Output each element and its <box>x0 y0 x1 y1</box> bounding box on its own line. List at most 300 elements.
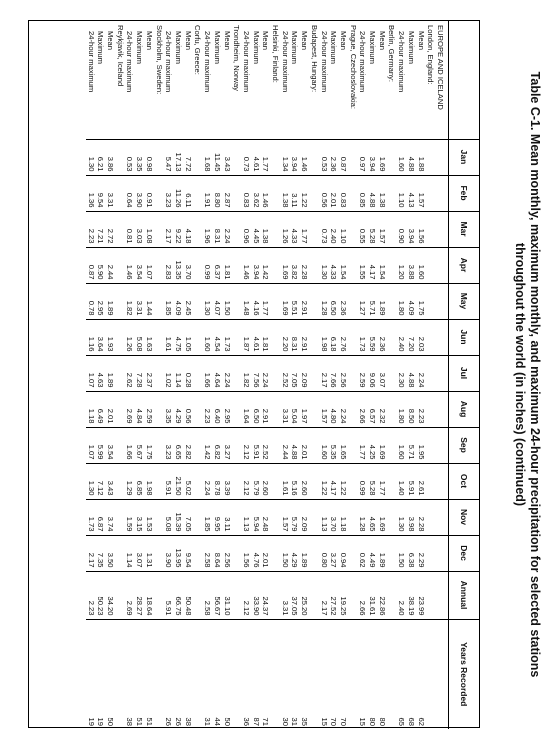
row-label: 24-hour maximum <box>203 31 213 93</box>
value-cell: 0.98 <box>144 139 154 175</box>
value-cell: 1.89 <box>105 283 115 319</box>
empty-cell <box>426 355 436 391</box>
empty-cell <box>309 247 319 283</box>
value-cell: 6.65 <box>173 427 183 463</box>
empty-cell <box>435 391 448 427</box>
value-cell: 0.94 <box>338 535 348 571</box>
value-cell: 1.89 <box>299 535 309 571</box>
value-cell: 36 <box>241 619 251 729</box>
empty-cell <box>435 427 448 463</box>
value-cell: 4.88 <box>290 427 300 463</box>
value-cell: 2.95 <box>96 283 106 319</box>
value-cell: 3.07 <box>135 535 145 571</box>
value-cell: 5.79 <box>290 499 300 535</box>
row-label: Maximum <box>251 31 261 64</box>
value-cell: 1.69 <box>377 139 387 175</box>
table-row <box>212 21 222 729</box>
value-cell: 9.06 <box>367 355 377 391</box>
value-cell: 2.36 <box>338 283 348 319</box>
value-cell: 44 <box>212 619 222 729</box>
value-cell: 3.27 <box>222 427 232 463</box>
value-cell: 3.88 <box>406 247 416 283</box>
value-cell: 1.98 <box>144 463 154 499</box>
value-cell: 1.77 <box>261 283 271 319</box>
value-cell: 1.89 <box>377 283 387 319</box>
value-cell: 0.73 <box>319 211 329 247</box>
value-cell: 1.82 <box>241 355 251 391</box>
value-cell: 1.57 <box>416 175 426 211</box>
value-cell: 2.24 <box>338 391 348 427</box>
value-cell: 3.39 <box>222 463 232 499</box>
precipitation-table <box>86 21 479 729</box>
empty-cell <box>232 619 242 729</box>
empty-cell <box>193 391 203 427</box>
value-cell: 23.99 <box>416 571 426 619</box>
value-cell: 1.46 <box>299 139 309 175</box>
empty-cell <box>387 319 397 355</box>
value-cell: 0.87 <box>86 247 96 283</box>
empty-cell <box>387 355 397 391</box>
empty-cell <box>387 283 397 319</box>
column-header: Feb <box>449 175 480 211</box>
value-cell: 9.54 <box>183 535 193 571</box>
table-row <box>251 21 261 729</box>
value-cell: 11.26 <box>173 175 183 211</box>
empty-cell <box>387 247 397 283</box>
value-cell: 4.09 <box>173 283 183 319</box>
value-cell: 1.50 <box>280 535 290 571</box>
value-cell: 7.66 <box>329 355 339 391</box>
value-cell: 4.29 <box>173 391 183 427</box>
table-row <box>290 21 300 729</box>
row-label: Mean <box>106 31 116 50</box>
empty-cell <box>270 571 280 619</box>
empty-cell <box>426 619 436 729</box>
value-cell: 80 <box>377 619 387 729</box>
empty-cell <box>387 139 397 175</box>
value-cell: 1.73 <box>86 499 96 535</box>
value-cell: 1.87 <box>241 319 251 355</box>
value-cell: 2.01 <box>261 535 271 571</box>
value-cell: 31 <box>290 619 300 729</box>
value-cell: 2.56 <box>338 355 348 391</box>
row-label: Maximum <box>212 31 222 64</box>
empty-cell <box>270 463 280 499</box>
value-cell: 2.60 <box>299 463 309 499</box>
value-cell: 17.13 <box>173 139 183 175</box>
station-heading-label: Trondheim, Norway <box>232 25 242 91</box>
value-cell: 6.37 <box>212 247 222 283</box>
row-label: Mean <box>222 31 232 50</box>
empty-cell <box>348 319 358 355</box>
value-cell: 3.86 <box>105 139 115 175</box>
value-cell: 6.82 <box>212 427 222 463</box>
empty-cell <box>309 463 319 499</box>
value-cell: 3.11 <box>290 175 300 211</box>
value-cell: 5.02 <box>183 463 193 499</box>
row-label: 24-hour maximum <box>125 31 135 93</box>
empty-cell <box>426 427 436 463</box>
value-cell: 1.77 <box>261 139 271 175</box>
value-cell: 1.59 <box>125 499 135 535</box>
column-header: Dec <box>449 535 480 571</box>
empty-cell <box>348 175 358 211</box>
value-cell: 1.53 <box>144 499 154 535</box>
value-cell: 2.83 <box>164 247 174 283</box>
value-cell: 1.54 <box>377 247 387 283</box>
row-label: Mean <box>144 31 154 50</box>
row-label: 24-hour maximum <box>397 31 407 93</box>
table-row <box>164 21 174 729</box>
value-cell: 8.50 <box>406 391 416 427</box>
empty-cell <box>193 139 203 175</box>
row-label: Maximum <box>368 31 378 64</box>
value-cell: 15.39 <box>173 499 183 535</box>
value-cell: 5.08 <box>164 499 174 535</box>
value-cell: 2.95 <box>222 391 232 427</box>
value-cell: 6.57 <box>367 391 377 427</box>
column-header: Mar <box>449 211 480 247</box>
empty-cell <box>115 283 125 319</box>
value-cell: 80 <box>367 619 377 729</box>
value-cell: 1.14 <box>125 535 135 571</box>
value-cell: 0.96 <box>241 211 251 247</box>
station-heading <box>387 21 397 729</box>
value-cell: 2.40 <box>329 211 339 247</box>
value-cell: 1.02 <box>164 355 174 391</box>
empty-cell <box>348 571 358 619</box>
value-cell: 0.56 <box>319 175 329 211</box>
empty-cell <box>387 211 397 247</box>
value-cell: 4.16 <box>251 283 261 319</box>
value-cell: 4.45 <box>251 211 261 247</box>
empty-cell <box>154 247 164 283</box>
value-cell: 1.81 <box>222 247 232 283</box>
value-cell: 1.38 <box>261 211 271 247</box>
value-cell: 1.10 <box>338 211 348 247</box>
value-cell: 1.05 <box>183 319 193 355</box>
value-cell: 2.56 <box>222 535 232 571</box>
value-cell: 0.85 <box>358 175 368 211</box>
header-label <box>449 21 480 139</box>
value-cell: 1.61 <box>280 463 290 499</box>
empty-cell <box>426 175 436 211</box>
value-cell: 9.54 <box>96 175 106 211</box>
value-cell: 2.91 <box>299 319 309 355</box>
value-cell: 2.58 <box>202 571 212 619</box>
value-cell: 4.61 <box>251 319 261 355</box>
value-cell: 2.24 <box>222 211 232 247</box>
value-cell: 4.17 <box>367 247 377 283</box>
empty-cell <box>435 211 448 247</box>
value-cell: 2.24 <box>261 355 271 391</box>
value-cell: 37.05 <box>290 571 300 619</box>
row-label: Maximum <box>406 31 416 64</box>
value-cell: 2.52 <box>261 427 271 463</box>
empty-cell <box>435 619 448 729</box>
table-caption <box>512 0 542 749</box>
value-cell: 1.96 <box>202 211 212 247</box>
table-body <box>86 21 449 729</box>
empty-cell <box>115 571 125 619</box>
value-cell: 3.70 <box>183 247 193 283</box>
value-cell: 56.67 <box>212 571 222 619</box>
empty-cell <box>270 283 280 319</box>
value-cell: 3.27 <box>329 535 339 571</box>
value-cell: 5.91 <box>164 571 174 619</box>
value-cell: 0.73 <box>241 139 251 175</box>
value-cell: 3.07 <box>377 355 387 391</box>
empty-cell <box>232 355 242 391</box>
row-label: 24-hour maximum <box>86 31 96 93</box>
table-row <box>125 21 135 729</box>
value-cell: 1.07 <box>86 355 96 391</box>
column-header: Apr <box>449 247 480 283</box>
value-cell: 0.55 <box>358 211 368 247</box>
value-cell: 2.23 <box>86 211 96 247</box>
empty-cell <box>309 619 319 729</box>
value-cell: 3.98 <box>406 499 416 535</box>
value-cell: 1.57 <box>319 391 329 427</box>
row-label: Maximum <box>329 31 339 64</box>
value-cell: 5.35 <box>329 427 339 463</box>
value-cell: 3.23 <box>164 175 174 211</box>
empty-cell <box>154 211 164 247</box>
value-cell: 5.67 <box>135 427 145 463</box>
value-cell: 5.94 <box>251 499 261 535</box>
table-row <box>173 21 183 729</box>
value-cell: 5.79 <box>251 463 261 499</box>
column-header: May <box>449 283 480 319</box>
value-cell: 22.86 <box>377 571 387 619</box>
empty-cell <box>435 139 448 175</box>
value-cell: 3.82 <box>290 247 300 283</box>
value-cell: 5.90 <box>96 247 106 283</box>
value-cell: 2.76 <box>338 319 348 355</box>
empty-cell <box>115 391 125 427</box>
empty-cell <box>193 283 203 319</box>
empty-cell <box>309 499 319 535</box>
value-cell: 3.31 <box>135 283 145 319</box>
value-cell: 38.19 <box>406 571 416 619</box>
value-cell: 70 <box>338 619 348 729</box>
row-label: Mean <box>377 31 387 50</box>
value-cell: 4.09 <box>406 283 416 319</box>
empty-cell <box>309 319 319 355</box>
value-cell: 1.10 <box>396 175 406 211</box>
value-cell: 2.24 <box>202 463 212 499</box>
value-cell: 4.76 <box>251 535 261 571</box>
value-cell: 2.17 <box>164 211 174 247</box>
value-cell: 1.98 <box>319 319 329 355</box>
value-cell: 1.80 <box>396 283 406 319</box>
value-cell: 9.22 <box>173 211 183 247</box>
value-cell: 4.07 <box>212 283 222 319</box>
value-cell: 7.56 <box>251 355 261 391</box>
empty-cell <box>232 499 242 535</box>
empty-cell <box>387 619 397 729</box>
value-cell: 24.37 <box>261 571 271 619</box>
value-cell: 1.13 <box>319 499 329 535</box>
value-cell: 6.38 <box>406 535 416 571</box>
empty-cell <box>435 463 448 499</box>
value-cell: 1.85 <box>164 283 174 319</box>
value-cell: 1.30 <box>319 247 329 283</box>
value-cell: 4.75 <box>173 319 183 355</box>
station-heading-label: Reykjavik, Iceland <box>115 25 125 87</box>
value-cell: 1.50 <box>396 535 406 571</box>
station-heading <box>426 21 436 729</box>
value-cell: 4.13 <box>406 175 416 211</box>
value-cell: 3.90 <box>164 535 174 571</box>
value-cell: 2.28 <box>416 499 426 535</box>
value-cell: 4.63 <box>96 355 106 391</box>
value-cell: 1.07 <box>144 247 154 283</box>
value-cell: 2.58 <box>202 535 212 571</box>
empty-cell <box>154 283 164 319</box>
empty-cell <box>348 211 358 247</box>
value-cell: 1.14 <box>173 355 183 391</box>
empty-cell <box>270 211 280 247</box>
value-cell: 5.99 <box>96 427 106 463</box>
station-heading <box>193 21 203 729</box>
station-heading-label: Berlin, Germany: <box>387 25 397 82</box>
value-cell: 4.64 <box>212 355 222 391</box>
empty-cell <box>193 571 203 619</box>
table-row <box>396 21 406 729</box>
value-cell: 2.30 <box>396 355 406 391</box>
empty-cell <box>309 571 319 619</box>
empty-cell <box>387 463 397 499</box>
empty-cell <box>270 427 280 463</box>
value-cell: 3.70 <box>329 499 339 535</box>
caption-line-2: throughout the world (in inches) (continued) <box>513 242 527 507</box>
value-cell: 1.57 <box>280 499 290 535</box>
value-cell: 1.60 <box>202 319 212 355</box>
value-cell: 2.29 <box>416 535 426 571</box>
value-cell: 2.36 <box>377 319 387 355</box>
value-cell: 0.87 <box>338 139 348 175</box>
value-cell: 1.69 <box>280 283 290 319</box>
empty-cell <box>348 535 358 571</box>
station-heading-label: London, England: <box>426 25 436 85</box>
value-cell: 2.91 <box>299 283 309 319</box>
empty-cell <box>309 355 319 391</box>
empty-cell <box>232 571 242 619</box>
empty-cell <box>309 283 319 319</box>
value-cell: 2.09 <box>299 499 309 535</box>
value-cell: 4.61 <box>251 139 261 175</box>
table-row <box>222 21 232 729</box>
value-cell: 33.90 <box>251 571 261 619</box>
empty-cell <box>435 175 448 211</box>
value-cell: 31.10 <box>222 571 232 619</box>
value-cell: 2.12 <box>241 571 251 619</box>
empty-cell <box>348 463 358 499</box>
empty-cell <box>154 499 164 535</box>
empty-cell <box>435 247 448 283</box>
empty-cell <box>154 535 164 571</box>
table-row <box>329 21 339 729</box>
value-cell: 5.71 <box>367 283 377 319</box>
value-cell: 1.66 <box>125 427 135 463</box>
value-cell: 0.83 <box>338 175 348 211</box>
empty-cell <box>154 619 164 729</box>
empty-cell <box>435 355 448 391</box>
row-label: Maximum <box>96 31 106 64</box>
value-cell: 4.29 <box>290 535 300 571</box>
value-cell: 2.44 <box>105 247 115 283</box>
value-cell: 1.16 <box>86 319 96 355</box>
station-heading <box>115 21 125 729</box>
value-cell: 51 <box>144 619 154 729</box>
empty-cell <box>435 571 448 619</box>
value-cell: 2.23 <box>202 391 212 427</box>
table-row <box>377 21 387 729</box>
value-cell: 1.40 <box>396 463 406 499</box>
table-frame <box>28 20 480 728</box>
value-cell: 0.97 <box>358 139 368 175</box>
empty-cell <box>348 499 358 535</box>
value-cell: 7.05 <box>290 355 300 391</box>
value-cell: 1.69 <box>280 247 290 283</box>
value-cell: 5.71 <box>406 427 416 463</box>
station-heading-label: Stockholm, Sweden: <box>154 25 164 95</box>
value-cell: 1.63 <box>144 319 154 355</box>
table-row <box>202 21 212 729</box>
column-header: Aug <box>449 391 480 427</box>
value-cell: 1.95 <box>416 427 426 463</box>
value-cell: 3.31 <box>280 391 290 427</box>
empty-cell <box>154 463 164 499</box>
value-cell: 1.60 <box>416 247 426 283</box>
value-cell: 0.99 <box>202 247 212 283</box>
empty-cell <box>270 619 280 729</box>
row-label: Mean <box>416 31 426 50</box>
empty-cell <box>193 535 203 571</box>
value-cell: 9.95 <box>212 499 222 535</box>
value-cell: 1.30 <box>86 139 96 175</box>
value-cell: 1.38 <box>280 175 290 211</box>
value-cell: 2.37 <box>144 355 154 391</box>
value-cell: 4.88 <box>406 139 416 175</box>
empty-cell <box>348 355 358 391</box>
value-cell: 2.61 <box>416 463 426 499</box>
value-cell: 13.35 <box>173 247 183 283</box>
column-header: Nov <box>449 499 480 535</box>
value-cell: 1.36 <box>86 175 96 211</box>
row-label: Mean <box>338 31 348 50</box>
empty-cell <box>232 139 242 175</box>
value-cell: 27.52 <box>329 571 339 619</box>
value-cell: 2.87 <box>222 175 232 211</box>
empty-cell <box>348 283 358 319</box>
table-row <box>96 21 106 729</box>
empty-cell <box>154 427 164 463</box>
value-cell: 2.69 <box>125 391 135 427</box>
empty-cell <box>426 391 436 427</box>
value-cell: 1.13 <box>241 499 251 535</box>
empty-cell <box>426 535 436 571</box>
empty-cell <box>387 427 397 463</box>
value-cell: 6.40 <box>212 391 222 427</box>
empty-cell <box>309 175 319 211</box>
value-cell: 5.28 <box>367 211 377 247</box>
empty-cell <box>270 391 280 427</box>
empty-cell <box>193 355 203 391</box>
value-cell: 1.46 <box>125 247 135 283</box>
value-cell: 2.24 <box>416 355 426 391</box>
